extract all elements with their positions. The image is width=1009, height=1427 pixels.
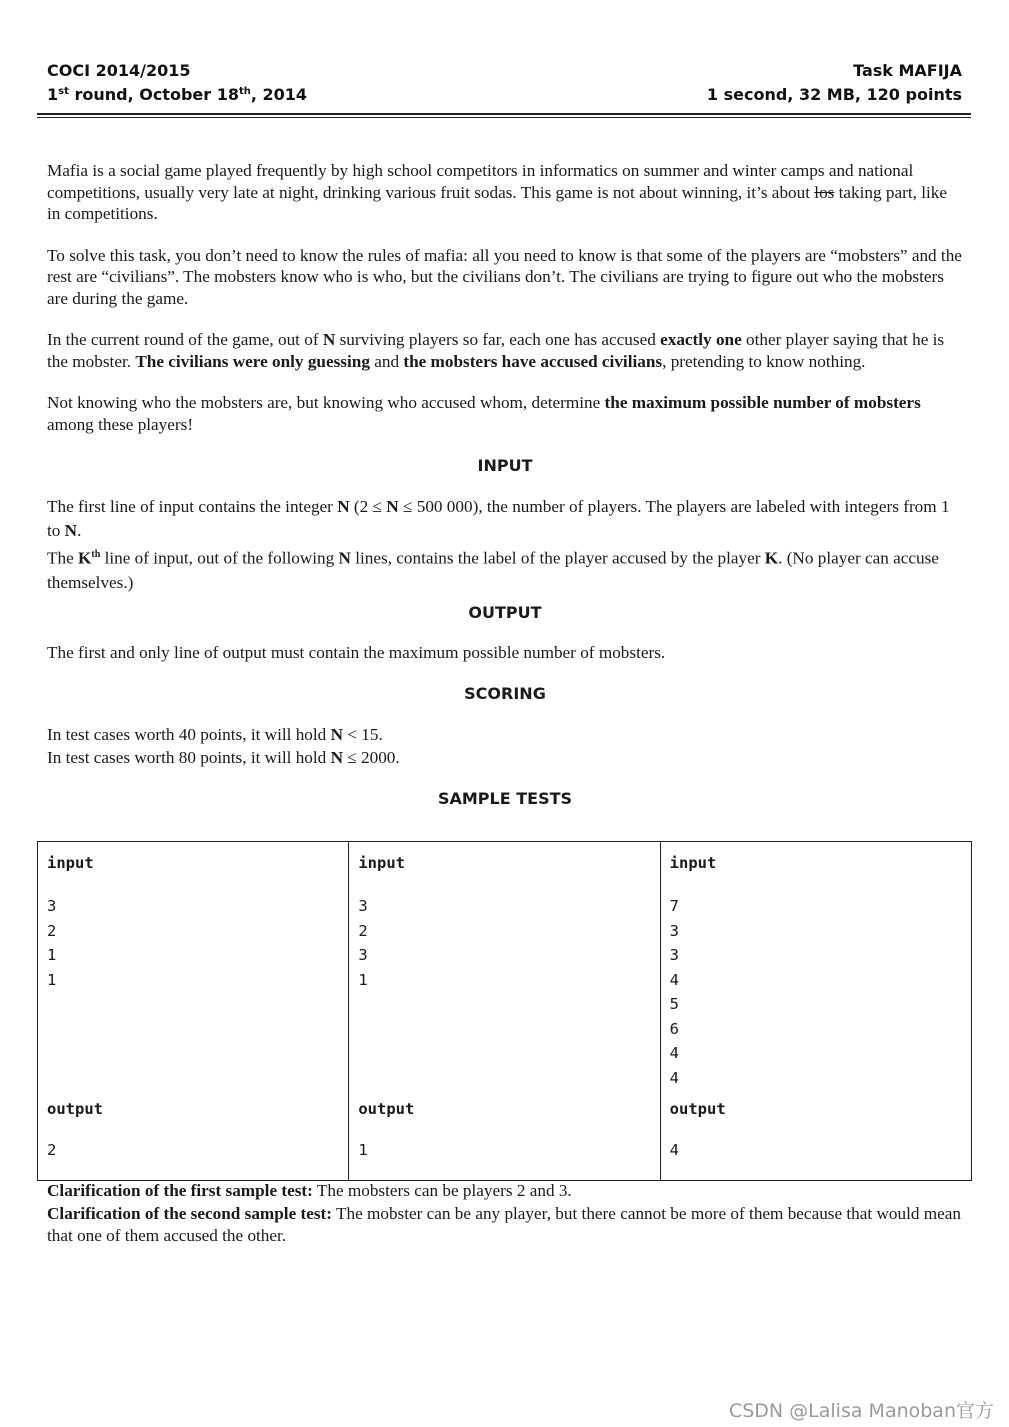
header-rule — [37, 113, 971, 115]
sample-case-3 — [660, 842, 971, 1181]
sample-input-lines — [670, 894, 962, 1090]
scoring-heading: SCORING — [464, 684, 546, 704]
output-text: The first and only line of output must contain the maximum possible number of mobsters. — [47, 642, 666, 662]
header-left — [47, 59, 307, 107]
header-right — [707, 59, 962, 107]
input-label: input — [358, 854, 405, 872]
scoring-line-1: In test cases worth 40 points, it will hold N < 15. — [47, 725, 383, 745]
sample-tests-heading: SAMPLE TESTS — [437, 789, 573, 809]
output-value: 4 — [669, 1141, 679, 1159]
input-value: 4 — [669, 1068, 679, 1087]
input-value: 3 — [47, 897, 57, 915]
input-value: 4 — [669, 970, 679, 989]
output-label: output — [358, 1100, 415, 1118]
input-line-2: The $K^{th}$ line of input, out of the following N lines, contains the label of the player accused by the player K. (No player can accuse themselves.) — [47, 548, 939, 592]
input-value: 3 — [669, 946, 679, 964]
output-value: 2 — [47, 1141, 57, 1159]
header-rule-thin — [37, 117, 971, 118]
input-value: 3 — [669, 921, 679, 940]
task-name: Task MAFIJA — [853, 61, 962, 80]
problem-statement — [47, 160, 963, 810]
round-date: 1st round, October 18th, 2014 — [47, 85, 308, 104]
input-value: 1 — [47, 970, 57, 989]
input-label: input — [669, 854, 717, 872]
paragraph-round: In the current round of the game, out of N surviving players so far, each one has accused exactly one other player saying that he is the mobster. The civilians were only guessing and the mobsters have accused civilians, pretending to know nothing. — [47, 330, 945, 371]
input-value: 2 — [358, 921, 368, 940]
scoring-line-2: In test cases worth 80 points, it will hold N ≤ 2000. — [47, 748, 400, 768]
output-value: 1 — [358, 1141, 368, 1159]
task-limits: 1 second, 32 MB, 120 points — [706, 85, 962, 104]
input-value: 5 — [669, 995, 679, 1013]
input-value: 1 — [358, 970, 368, 989]
clarification-1: Clarification of the first sample test: The mobsters can be players 2 and 3. — [47, 1181, 572, 1200]
input-line-1: The first line of input contains the integer N (2 ≤ N ≤ 500 000), the number of players. The players are labeled with integers from 1 to N. — [47, 497, 950, 540]
contest-name: COCI 2014/2015 — [47, 61, 191, 80]
sample-case-2 — [349, 842, 660, 1181]
paragraph-rules: To solve this task, you don’t need to know the rules of mafia: all you need to know is that some of the players are “mobsters” and the rest are “civilians”. The mobsters know who is who, but the civilians don’t. The civilians are trying to figure out who the mobsters are during the game. — [47, 245, 962, 308]
input-heading: INPUT — [477, 456, 533, 475]
output-label: output — [47, 1100, 103, 1118]
input-value: 3 — [358, 946, 368, 964]
paragraph-intro: Mafia is a social game played frequently by high school competitors in informatics on summer and winter camps and national competitions, usually very late at night, drinking various fruit sodas. This game is not about winning, it’s about los taking part, like in competitions. — [47, 161, 948, 223]
clarification-2: Clarification of the second sample test: The mobster can be any player, but there cannot be more of them because that would mean that one of them accused the other. — [47, 1203, 961, 1245]
output-label: output — [669, 1100, 726, 1118]
input-value: 7 — [669, 897, 679, 915]
input-value: 6 — [669, 1019, 679, 1038]
paragraph-task: Not knowing who the mobsters are, but knowing who accused whom, determine the maximum possible number of mobsters among these players! — [47, 393, 921, 434]
sample-input-lines — [47, 894, 339, 992]
sample-tests-table — [37, 841, 972, 1181]
sample-case-1 — [38, 842, 349, 1181]
input-value: 1 — [47, 946, 57, 964]
input-label: input — [47, 854, 94, 872]
input-value: 2 — [47, 921, 57, 940]
clarifications — [47, 1180, 963, 1248]
input-value: 3 — [358, 897, 368, 915]
sample-input-lines — [358, 894, 650, 992]
output-heading: OUTPUT — [468, 602, 542, 622]
watermark: CSDN @Lalisa Manoban官方 — [728, 1400, 994, 1422]
input-value: 4 — [669, 1044, 679, 1062]
